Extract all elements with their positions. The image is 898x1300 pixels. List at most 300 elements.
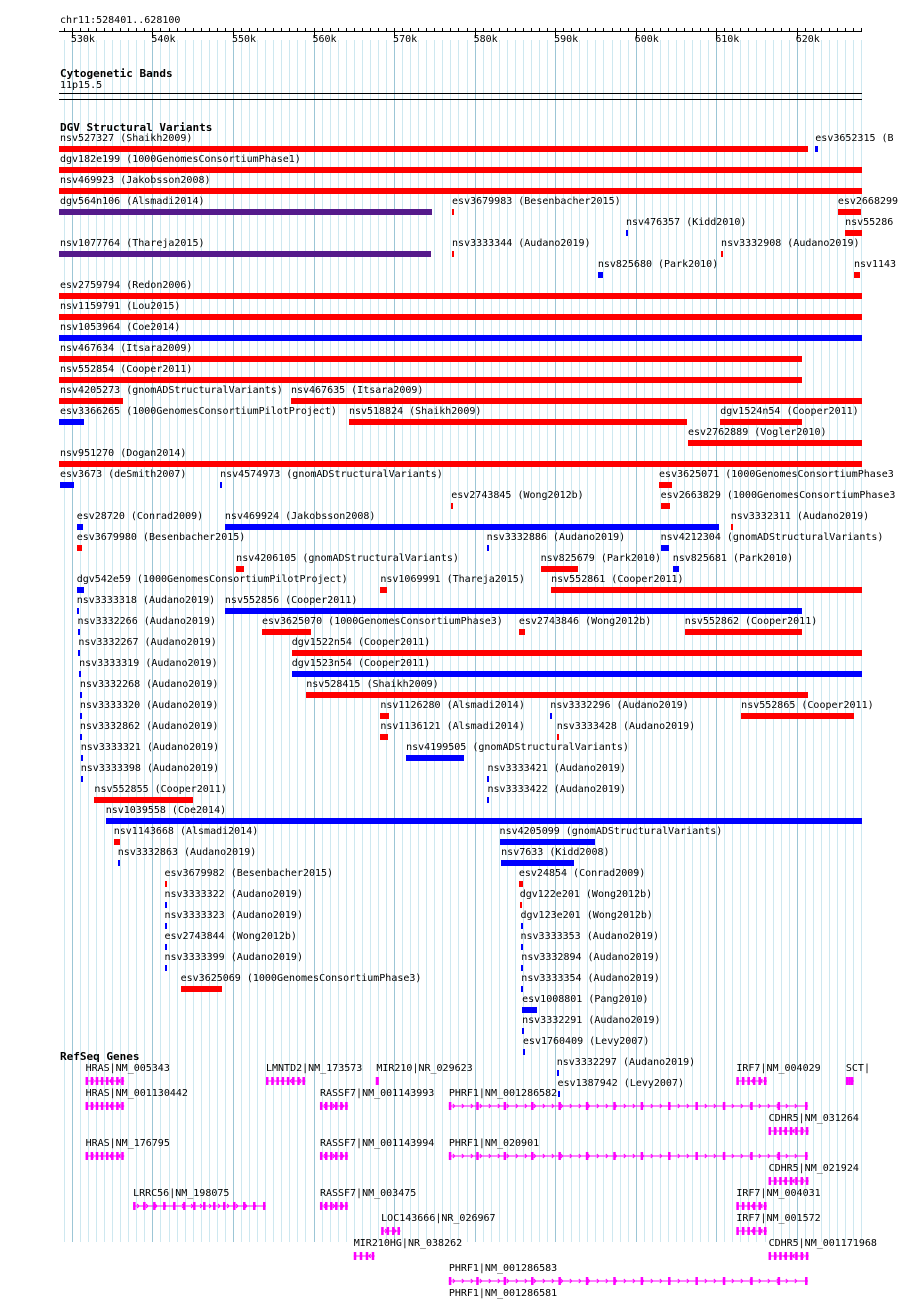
ruler-minor-tick	[845, 28, 846, 32]
variant-label[interactable]: nsv1159791 (Lou2015)	[60, 301, 181, 312]
variant-bar[interactable]	[59, 167, 862, 173]
gene-label[interactable]: PHRF1|NM_001286583	[448, 1263, 558, 1274]
variant-label[interactable]: nsv552854 (Cooper2011)	[60, 364, 193, 375]
ruler-minor-tick	[756, 28, 757, 32]
variant-bar[interactable]	[487, 545, 489, 551]
variant-label[interactable]: esv3652315 (B	[815, 133, 894, 144]
variant-label[interactable]: esv3366265 (1000GenomesConsortiumPilotProject)	[60, 406, 337, 417]
variant-bar[interactable]	[685, 629, 802, 635]
variant-label[interactable]: nsv3332886 (Audano2019)	[486, 532, 626, 543]
variant-label[interactable]: nsv1053964 (Coe2014)	[60, 322, 181, 333]
gene-model[interactable]	[376, 1077, 379, 1085]
variant-label[interactable]: nsv552862 (Cooper2011)	[684, 616, 818, 627]
variant-label[interactable]: nsv3333421 (Audano2019)	[487, 763, 626, 774]
ruler-minor-tick	[442, 28, 443, 32]
ruler-minor-tick	[330, 28, 331, 32]
variant-bar[interactable]	[220, 482, 222, 488]
variant-label[interactable]: nsv4206105 (gnomADStructuralVariants)	[236, 553, 459, 564]
variant-label[interactable]: nsv1143668 (Alsmadi2014)	[113, 826, 259, 837]
variant-bar[interactable]	[557, 734, 559, 740]
gene-model[interactable]	[769, 1127, 809, 1135]
ruler-minor-tick	[152, 28, 153, 32]
ruler-minor-tick	[217, 28, 218, 32]
gene-label[interactable]: HRAS|NM_176795	[85, 1138, 170, 1149]
variant-label[interactable]: nsv552861 (Cooper2011)	[551, 574, 684, 585]
variant-bar[interactable]	[181, 986, 222, 992]
ruler-minor-tick	[628, 28, 629, 32]
ruler-minor-tick	[128, 28, 129, 32]
variant-label[interactable]: nsv4199505 (gnomADStructuralVariants)	[406, 742, 629, 753]
ruler-minor-tick	[660, 28, 661, 32]
variant-bar[interactable]	[114, 839, 120, 845]
ruler-minor-tick	[740, 28, 741, 32]
variant-bar[interactable]	[688, 440, 862, 446]
variant-label[interactable]: nsv476357 (Kidd2010)	[626, 217, 747, 228]
variant-bar[interactable]	[59, 419, 84, 425]
gene-label[interactable]: CDHR5|NM_021924	[768, 1163, 859, 1174]
refseq-track-title: RefSeq Genes	[60, 1050, 140, 1063]
variant-bar[interactable]	[80, 713, 82, 719]
variant-label[interactable]: nsv3332296 (Audano2019)	[550, 700, 689, 711]
gene-model[interactable]	[354, 1252, 375, 1260]
variant-label[interactable]: nsv3333321 (Audano2019)	[80, 742, 220, 753]
variant-label[interactable]: nsv467634 (Itsara2009)	[60, 343, 193, 354]
variant-bar[interactable]	[521, 923, 523, 929]
ruler-minor-tick	[112, 28, 113, 32]
ruler-minor-tick	[386, 28, 387, 32]
variant-bar[interactable]	[452, 209, 454, 215]
gene-model[interactable]	[320, 1202, 348, 1210]
variant-bar[interactable]	[721, 251, 723, 257]
variant-label[interactable]: nsv3332268 (Audano2019)	[79, 679, 219, 690]
variant-label[interactable]: nsv4205273 (gnomADStructuralVariants)	[60, 385, 283, 396]
variant-label[interactable]: nsv552865 (Cooper2011)	[741, 700, 874, 711]
ruler-minor-tick	[177, 28, 178, 32]
variant-label[interactable]: nsv469923 (Jakobsson2008)	[60, 175, 211, 186]
position-ruler[interactable]	[0, 0, 890, 60]
gene-label[interactable]: HRAS|NM_001130442	[85, 1088, 188, 1099]
ruler-minor-tick	[571, 28, 572, 32]
variant-label[interactable]: nsv4205099 (gnomADStructuralVariants)	[499, 826, 723, 837]
ruler-minor-tick	[555, 28, 556, 32]
variant-bar[interactable]	[598, 272, 604, 278]
gene-model[interactable]	[769, 1252, 809, 1260]
variant-bar[interactable]	[165, 881, 167, 887]
gene-model[interactable]	[266, 1077, 305, 1085]
ruler-minor-tick	[644, 28, 645, 32]
variant-bar[interactable]	[380, 734, 387, 740]
gene-label[interactable]: HRAS|NM_005343	[85, 1063, 170, 1074]
variant-label[interactable]: esv2743844 (Wong2012b)	[164, 931, 297, 942]
ruler-minor-tick	[491, 28, 492, 32]
variant-label[interactable]: nsv3333320 (Audano2019)	[79, 700, 219, 711]
variant-label[interactable]: nsv55286	[845, 217, 894, 228]
ruler-minor-tick	[813, 28, 814, 32]
variant-label[interactable]: nsv3332311 (Audano2019)	[730, 511, 870, 522]
ruler-minor-tick	[499, 28, 500, 32]
variant-label[interactable]: esv2663829 (1000GenomesConsortiumPhase3	[660, 490, 896, 501]
variant-label[interactable]: nsv3332291 (Audano2019)	[522, 1015, 661, 1026]
cytoband-bar-top	[59, 93, 862, 94]
variant-label[interactable]: nsv1077764 (Thareja2015)	[60, 238, 205, 249]
ruler-minor-tick	[362, 28, 363, 32]
variant-bar[interactable]	[81, 755, 83, 761]
variant-bar[interactable]	[236, 566, 244, 572]
variant-label[interactable]: nsv3333323 (Audano2019)	[164, 910, 303, 921]
gene-model[interactable]	[86, 1102, 125, 1110]
variant-label[interactable]: dgv1523n54 (Cooper2011)	[291, 658, 431, 669]
variant-bar[interactable]	[306, 692, 808, 698]
gene-label[interactable]: SCT|	[845, 1063, 870, 1074]
variant-bar[interactable]	[854, 272, 860, 278]
gene-model[interactable]	[769, 1177, 809, 1185]
variant-bar[interactable]	[558, 1091, 560, 1097]
variant-bar[interactable]	[292, 650, 862, 656]
variant-bar[interactable]	[292, 671, 862, 677]
variant-bar[interactable]	[451, 503, 453, 509]
variant-bar[interactable]	[523, 1049, 525, 1055]
gene-model[interactable]	[381, 1227, 400, 1235]
gene-label[interactable]: RASSF7|NM_001143994	[319, 1138, 435, 1149]
variant-label[interactable]: esv24854 (Conrad2009)	[518, 868, 646, 879]
ruler-line	[59, 31, 862, 32]
variant-bar[interactable]	[349, 419, 687, 425]
variant-label[interactable]: nsv4574973 (gnomADStructuralVariants)	[220, 469, 443, 480]
variant-bar[interactable]	[661, 545, 669, 551]
ruler-minor-tick	[716, 28, 717, 32]
ruler-minor-tick	[193, 28, 194, 32]
ruler-minor-tick	[692, 28, 693, 32]
variant-label[interactable]: nsv7633 (Kidd2008)	[501, 847, 610, 858]
variant-label[interactable]: nsv825681 (Park2010)	[672, 553, 794, 564]
gene-label[interactable]: CDHR5|NM_001171968	[768, 1238, 877, 1249]
ruler-minor-tick	[563, 28, 564, 32]
variant-bar[interactable]	[520, 902, 522, 908]
variant-bar[interactable]	[380, 713, 389, 719]
ruler-minor-tick	[434, 28, 435, 32]
variant-bar[interactable]	[380, 587, 386, 593]
variant-label[interactable]: nsv951270 (Dogan2014)	[60, 448, 187, 459]
ruler-minor-tick	[603, 28, 604, 32]
variant-label[interactable]: esv3679980 (Besenbacher2015)	[76, 532, 246, 543]
gene-label[interactable]: RASSF7|NM_003475	[319, 1188, 417, 1199]
variant-bar[interactable]	[77, 608, 79, 614]
ruler-minor-tick	[297, 28, 298, 32]
variant-bar[interactable]	[59, 293, 862, 299]
gene-label[interactable]: IRF7|NM_001572	[736, 1213, 821, 1224]
variant-label[interactable]: dgv122e201 (Wong2012b)	[519, 889, 653, 900]
variant-label[interactable]: nsv467635 (Itsara2009)	[290, 385, 424, 396]
variant-label[interactable]: esv1387942 (Levy2007)	[557, 1078, 684, 1089]
variant-label[interactable]: nsv3333319 (Audano2019)	[79, 658, 218, 669]
variant-bar[interactable]	[661, 503, 670, 509]
variant-label[interactable]: nsv527327 (Shaikh2009)	[60, 133, 193, 144]
variant-bar[interactable]	[59, 209, 432, 215]
variant-label[interactable]: nsv1136121 (Alsmadi2014)	[380, 721, 525, 732]
variant-bar[interactable]	[59, 251, 431, 257]
variant-bar[interactable]	[519, 629, 525, 635]
variant-bar[interactable]	[487, 776, 489, 782]
gene-label[interactable]: MIR210|NR_029623	[376, 1063, 473, 1074]
variant-bar[interactable]	[81, 776, 83, 782]
variant-bar[interactable]	[551, 587, 862, 593]
variant-label[interactable]: nsv3333399 (Audano2019)	[164, 952, 303, 963]
variant-label[interactable]: dgv542e59 (1000GenomesConsortiumPilotProject)	[76, 574, 348, 585]
dgv-track-title: DGV Structural Variants	[60, 121, 213, 134]
variant-bar[interactable]	[77, 587, 84, 593]
ruler-minor-tick	[700, 28, 701, 32]
variant-label[interactable]: nsv3332297 (Audano2019)	[556, 1057, 696, 1068]
variant-bar[interactable]	[731, 524, 733, 530]
gene-model[interactable]	[86, 1077, 125, 1085]
ruler-minor-tick	[281, 28, 282, 32]
variant-label[interactable]: esv2759794 (Redon2006)	[60, 280, 193, 291]
variant-label[interactable]: nsv518824 (Shaikh2009)	[348, 406, 482, 417]
variant-label[interactable]: esv1008801 (Pang2010)	[522, 994, 649, 1005]
ruler-minor-tick	[88, 28, 89, 32]
variant-label[interactable]: dgv1522n54 (Cooper2011)	[291, 637, 431, 648]
ruler-minor-tick	[289, 28, 290, 32]
variant-bar[interactable]	[106, 818, 862, 824]
variant-bar[interactable]	[557, 1070, 559, 1076]
variant-bar[interactable]	[165, 944, 167, 950]
variant-bar[interactable]	[720, 419, 801, 425]
ruler-minor-tick	[265, 28, 266, 32]
gene-label[interactable]: LRRC56|NM_198075	[133, 1188, 230, 1199]
variant-label[interactable]: nsv3333428 (Audano2019)	[556, 721, 696, 732]
ruler-tick-label: 590k	[554, 34, 579, 45]
ruler-minor-tick	[467, 28, 468, 32]
variant-label[interactable]: esv3625071 (1000GenomesConsortiumPhase3	[659, 469, 894, 480]
variant-bar[interactable]	[77, 545, 82, 551]
variant-label[interactable]: esv2743846 (Wong2012b)	[518, 616, 652, 627]
variant-label[interactable]: nsv3333344 (Audano2019)	[452, 238, 591, 249]
variant-bar[interactable]	[521, 965, 523, 971]
variant-bar[interactable]	[519, 881, 523, 887]
variant-bar[interactable]	[118, 860, 120, 866]
ruler-minor-tick	[80, 28, 81, 32]
variant-bar[interactable]	[78, 629, 80, 635]
variant-label[interactable]: nsv469924 (Jakobsson2008)	[224, 511, 376, 522]
variant-label[interactable]: nsv3332267 (Audano2019)	[78, 637, 217, 648]
gene-model[interactable]	[449, 1102, 808, 1110]
variant-label[interactable]: nsv825680 (Park2010)	[597, 259, 719, 270]
variant-label[interactable]: dgv1524n54 (Cooper2011)	[720, 406, 859, 417]
ruler-minor-tick	[394, 28, 395, 32]
ruler-minor-tick	[305, 28, 306, 32]
variant-label[interactable]: esv28720 (Conrad2009)	[76, 511, 204, 522]
variant-bar[interactable]	[165, 923, 167, 929]
variant-bar[interactable]	[452, 251, 454, 257]
variant-bar[interactable]	[501, 860, 574, 866]
variant-bar[interactable]	[815, 146, 817, 152]
gene-model[interactable]	[736, 1227, 767, 1235]
gene-model[interactable]	[736, 1202, 767, 1210]
ruler-minor-tick	[837, 28, 838, 32]
variant-label[interactable]: esv1760409 (Levy2007)	[522, 1036, 650, 1047]
ruler-minor-tick	[821, 28, 822, 32]
ruler-minor-tick	[587, 28, 588, 32]
variant-label[interactable]: nsv1069991 (Thareja2015)	[380, 574, 525, 585]
ruler-minor-tick	[708, 28, 709, 32]
region-label: chr11:528401..628100	[60, 15, 181, 26]
variant-label[interactable]: nsv825679 (Park2010)	[540, 553, 662, 564]
gene-model[interactable]	[133, 1202, 266, 1210]
variant-label[interactable]: esv2668299	[837, 196, 898, 207]
variant-label[interactable]: esv3679983 (Besenbacher2015)	[452, 196, 621, 207]
variant-bar[interactable]	[225, 608, 802, 614]
variant-bar[interactable]	[79, 671, 81, 677]
variant-label[interactable]: nsv3332908 (Audano2019)	[721, 238, 860, 249]
variant-label[interactable]: nsv3332863 (Audano2019)	[117, 847, 257, 858]
gene-model[interactable]	[320, 1152, 348, 1160]
variant-bar[interactable]	[673, 566, 679, 572]
variant-bar[interactable]	[541, 566, 579, 572]
ruler-minor-tick	[322, 28, 323, 32]
gene-model[interactable]	[320, 1102, 348, 1110]
ruler-minor-tick	[789, 28, 790, 32]
ruler-minor-tick	[636, 28, 637, 32]
variant-label[interactable]: esv3625070 (1000GenomesConsortiumPhase3)	[261, 616, 503, 627]
ruler-tick-label: 570k	[393, 34, 418, 45]
ruler-minor-tick	[853, 28, 854, 32]
variant-label[interactable]: nsv3332266 (Audano2019)	[77, 616, 216, 627]
variant-label[interactable]: nsv3332862 (Audano2019)	[79, 721, 219, 732]
gene-label[interactable]: MIR210HG|NR_038262	[353, 1238, 463, 1249]
gene-label[interactable]: PHRF1|NM_001286582	[448, 1088, 558, 1099]
ruler-minor-tick	[483, 28, 484, 32]
variant-bar[interactable]	[626, 230, 628, 236]
variant-bar[interactable]	[262, 629, 311, 635]
gene-label[interactable]: PHRF1|NM_001286581	[448, 1288, 558, 1299]
variant-label[interactable]: nsv3333322 (Audano2019)	[164, 889, 303, 900]
variant-bar[interactable]	[550, 713, 552, 719]
gene-label[interactable]: LMNTD2|NM_173573	[265, 1063, 363, 1074]
variant-bar[interactable]	[59, 314, 862, 320]
ruler-minor-tick	[523, 28, 524, 32]
variant-bar[interactable]	[94, 797, 193, 803]
variant-bar[interactable]	[59, 188, 862, 194]
variant-bar[interactable]	[165, 902, 167, 908]
ruler-minor-tick	[765, 28, 766, 32]
variant-bar[interactable]	[59, 377, 802, 383]
variant-bar[interactable]	[521, 986, 523, 992]
variant-label[interactable]: nsv1039558 (Coe2014)	[105, 805, 227, 816]
ruler-minor-tick	[257, 28, 258, 32]
ruler-minor-tick	[579, 28, 580, 32]
ruler-minor-tick	[829, 28, 830, 32]
cytoband-bar-bottom	[59, 99, 862, 100]
ruler-minor-tick	[475, 28, 476, 32]
variant-label[interactable]: dgv564n106 (Alsmadi2014)	[60, 196, 205, 207]
gene-model[interactable]	[86, 1152, 125, 1160]
variant-bar[interactable]	[659, 482, 672, 488]
ruler-minor-tick	[426, 28, 427, 32]
variant-bar[interactable]	[845, 230, 862, 236]
variant-bar[interactable]	[77, 524, 83, 530]
variant-label[interactable]: nsv552856 (Cooper2011)	[224, 595, 358, 606]
variant-bar[interactable]	[80, 692, 82, 698]
variant-label[interactable]: nsv552855 (Cooper2011)	[94, 784, 227, 795]
variant-bar[interactable]	[80, 734, 82, 740]
variant-label[interactable]: esv3673 (deSmith2007)	[60, 469, 187, 480]
variant-label[interactable]: dgv182e199 (1000GenomesConsortiumPhase1)	[60, 154, 301, 165]
variant-bar[interactable]	[165, 965, 167, 971]
variant-label[interactable]: nsv4212304 (gnomADStructuralVariants)	[660, 532, 884, 543]
ruler-minor-tick	[233, 28, 234, 32]
variant-label[interactable]: nsv528415 (Shaikh2009)	[306, 679, 439, 690]
ruler-minor-tick	[225, 28, 226, 32]
ruler-minor-tick	[120, 28, 121, 32]
variant-bar[interactable]	[838, 209, 861, 215]
gene-label[interactable]: PHRF1|NM_020901	[448, 1138, 540, 1149]
gene-label[interactable]: IRF7|NM_004031	[736, 1188, 821, 1199]
variant-bar[interactable]	[59, 146, 808, 152]
variant-label[interactable]: esv3625069 (1000GenomesConsortiumPhase3)	[180, 973, 422, 984]
ruler-minor-tick	[169, 28, 170, 32]
variant-bar[interactable]	[225, 524, 720, 530]
variant-bar[interactable]	[521, 944, 523, 950]
ruler-minor-tick	[64, 28, 65, 32]
variant-bar[interactable]	[741, 713, 854, 719]
variant-bar[interactable]	[522, 1028, 524, 1034]
ruler-minor-tick	[652, 28, 653, 32]
variant-bar[interactable]	[59, 461, 862, 467]
gene-model[interactable]	[449, 1277, 808, 1285]
gene-model[interactable]	[846, 1077, 854, 1085]
variant-label[interactable]: nsv3333398 (Audano2019)	[80, 763, 220, 774]
ruler-minor-tick	[72, 28, 73, 32]
variant-label[interactable]: dgv123e201 (Wong2012b)	[520, 910, 653, 921]
variant-bar[interactable]	[487, 797, 489, 803]
ruler-minor-tick	[773, 28, 774, 32]
variant-label[interactable]: nsv3333353 (Audano2019)	[520, 931, 659, 942]
gene-label[interactable]: IRF7|NM_004029	[736, 1063, 821, 1074]
variant-bar[interactable]	[500, 839, 595, 845]
gene-label[interactable]: RASSF7|NM_001143993	[319, 1088, 435, 1099]
variant-bar[interactable]	[522, 1007, 536, 1013]
ruler-tick-label: 580k	[473, 34, 498, 45]
variant-bar[interactable]	[59, 335, 862, 341]
ruler-minor-tick	[539, 28, 540, 32]
variant-bar[interactable]	[78, 650, 80, 656]
variant-bar[interactable]	[291, 398, 862, 404]
variant-bar[interactable]	[59, 398, 123, 404]
ruler-minor-tick	[209, 28, 210, 32]
gene-model[interactable]	[736, 1077, 767, 1085]
variant-label[interactable]: esv2762889 (Vogler2010)	[688, 427, 827, 438]
variant-bar[interactable]	[406, 755, 464, 761]
gene-label[interactable]: CDHR5|NM_031264	[768, 1113, 859, 1124]
ruler-minor-tick	[96, 28, 97, 32]
gene-label[interactable]: LOC143666|NR_026967	[381, 1213, 496, 1224]
ruler-minor-tick	[781, 28, 782, 32]
variant-label[interactable]: nsv3332894 (Audano2019)	[521, 952, 660, 963]
variant-bar[interactable]	[59, 356, 802, 362]
ruler-minor-tick	[797, 28, 798, 32]
ruler-minor-tick	[160, 28, 161, 32]
variant-label[interactable]: nsv3333318 (Audano2019)	[76, 595, 216, 606]
variant-label[interactable]: esv2743845 (Wong2012b)	[451, 490, 584, 501]
variant-label[interactable]: esv3679982 (Besenbacher2015)	[164, 868, 334, 879]
gene-model[interactable]	[449, 1152, 808, 1160]
variant-label[interactable]: nsv3333354 (Audano2019)	[521, 973, 660, 984]
variant-bar[interactable]	[60, 482, 74, 488]
ruler-minor-tick	[354, 28, 355, 32]
variant-label[interactable]: nsv1126280 (Alsmadi2014)	[380, 700, 525, 711]
variant-label[interactable]: nsv1143	[853, 259, 897, 270]
variant-label[interactable]: nsv3333422 (Audano2019)	[487, 784, 626, 795]
